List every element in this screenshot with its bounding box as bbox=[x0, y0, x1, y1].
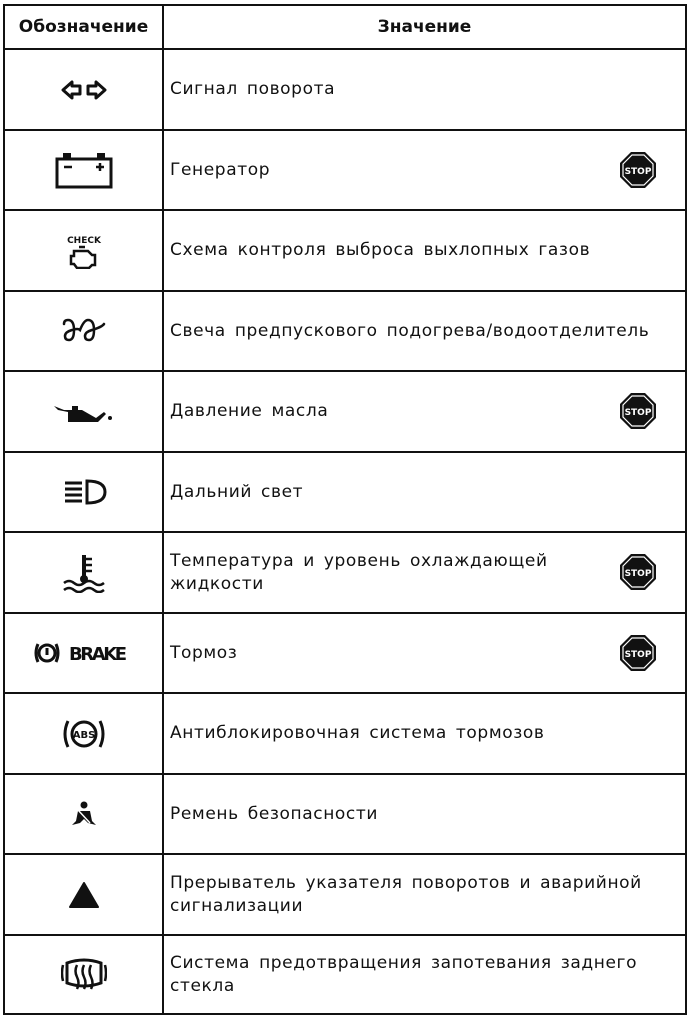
table-row bbox=[5, 50, 685, 131]
high-beam-icon bbox=[5, 453, 162, 532]
header-symbol: Обозначение bbox=[18, 17, 149, 37]
symbols-table bbox=[3, 4, 687, 1015]
meaning-text: Дальний свет bbox=[170, 481, 304, 502]
meaning-text: Генератор bbox=[170, 159, 271, 180]
abs-icon bbox=[5, 694, 162, 773]
table-row bbox=[5, 372, 685, 453]
svg-text:ABS: ABS bbox=[72, 729, 95, 741]
meaning-text: Прерыватель указателя поворотов и аварийной сигнализации bbox=[170, 872, 642, 916]
glow-plug-icon bbox=[5, 292, 162, 371]
svg-text:BRAKE: BRAKE bbox=[68, 644, 127, 665]
svg-text:STOP: STOP bbox=[624, 569, 652, 580]
seatbelt-icon bbox=[5, 775, 162, 854]
meaning-text: Сигнал поворота bbox=[170, 79, 336, 99]
meaning-text: Ремень безопасности bbox=[170, 803, 379, 824]
table-row bbox=[5, 855, 685, 936]
turn-signal-arrows-icon bbox=[5, 50, 162, 129]
header-meaning: Значение bbox=[377, 17, 472, 37]
table-row bbox=[5, 775, 685, 856]
hazard-triangle-icon bbox=[5, 855, 162, 934]
meaning-text: Свеча предпускового подогрева/водоотделитель bbox=[170, 320, 650, 341]
oil-can-icon bbox=[5, 372, 162, 451]
table-row bbox=[5, 131, 685, 212]
table-row bbox=[5, 533, 685, 614]
coolant-temperature-icon bbox=[5, 533, 162, 612]
check-engine-icon bbox=[5, 211, 162, 290]
stop-sign-icon bbox=[619, 553, 657, 591]
svg-text:CHECK: CHECK bbox=[66, 235, 101, 246]
meaning-text: Антиблокировочная система тормозов bbox=[170, 723, 545, 743]
battery-icon bbox=[5, 131, 162, 210]
table-row bbox=[5, 453, 685, 534]
stop-sign-icon bbox=[619, 634, 657, 672]
meaning-text: Схема контроля выброса выхлопных газов bbox=[170, 240, 591, 260]
table-row bbox=[5, 936, 685, 1017]
table-row bbox=[5, 211, 685, 292]
svg-text:STOP: STOP bbox=[624, 408, 652, 419]
svg-text:STOP: STOP bbox=[624, 649, 652, 660]
stop-sign-icon bbox=[619, 151, 657, 189]
svg-text:STOP: STOP bbox=[624, 166, 652, 177]
table-header bbox=[5, 6, 685, 50]
table-row bbox=[5, 614, 685, 695]
meaning-text: Система предотвращения запотевания заднего стекла bbox=[170, 953, 638, 996]
table-row bbox=[5, 694, 685, 775]
table-row bbox=[5, 292, 685, 373]
brake-icon bbox=[5, 614, 162, 693]
rear-defrost-icon bbox=[5, 936, 162, 1015]
meaning-text: Температура и уровень охлаждающей жидкости bbox=[170, 550, 548, 594]
meaning-text: Давление масла bbox=[170, 401, 329, 421]
meaning-text: Тормоз bbox=[170, 642, 238, 663]
stop-sign-icon bbox=[619, 392, 657, 430]
